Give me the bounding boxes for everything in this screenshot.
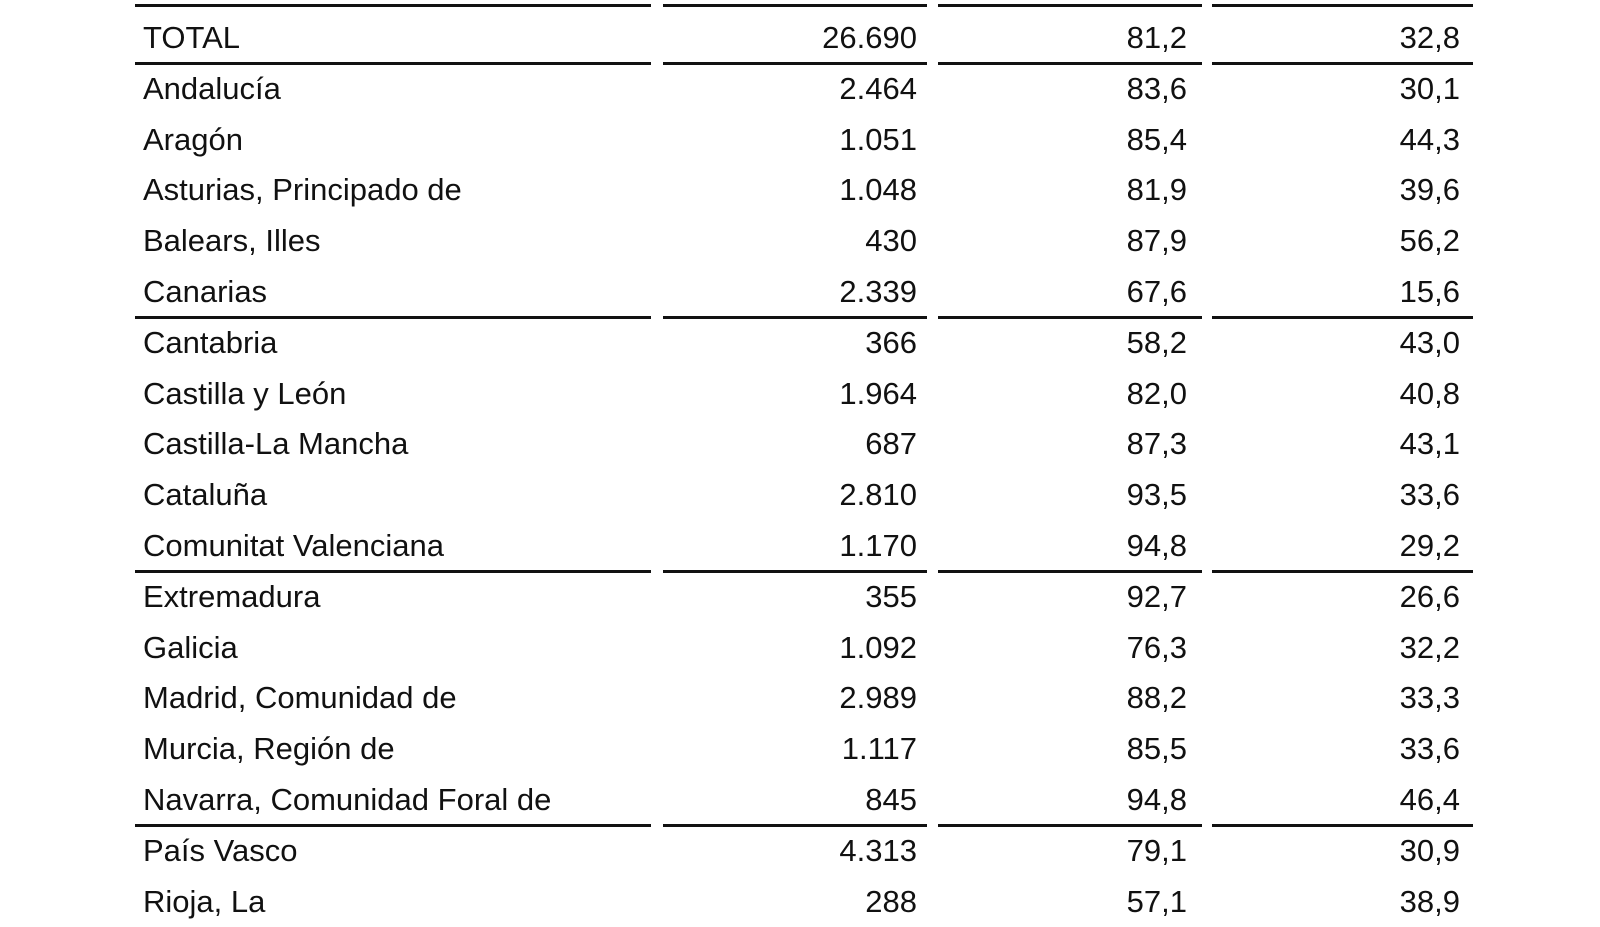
region-cell: Aragón [143,121,243,157]
value-col2-cell: 57,1 [1126,883,1187,919]
region-cell: Cataluña [143,477,268,513]
value-col3-cell: 40,8 [1399,375,1460,411]
value-col2-cell: 87,9 [1126,223,1187,259]
value-col1-cell: 26.690 [822,20,917,55]
value-col2-cell: 82,0 [1126,375,1187,411]
value-col1-cell: 1.117 [841,731,917,767]
table-row [0,419,1600,469]
table-row [0,826,1600,876]
value-col1-cell: 1.048 [839,172,917,208]
region-cell: Galicia [143,629,238,665]
region-cell: Extremadura [143,578,321,614]
header-rule [135,4,651,7]
value-col1-cell: 288 [865,883,917,919]
header-rule [1212,4,1473,7]
table-row [0,877,1600,927]
region-cell: Cantabria [143,324,278,360]
value-col3-cell: 33,6 [1399,731,1460,767]
value-col3-cell: 56,2 [1399,223,1460,259]
value-col1-cell: 1.964 [839,375,917,411]
table-row [0,673,1600,723]
value-col1-cell: 355 [865,578,917,614]
table-row [0,775,1600,825]
value-col3-cell: 30,1 [1399,70,1460,106]
value-col1-cell: 4.313 [839,832,917,868]
value-col1-cell: 2.464 [839,70,917,106]
value-col1-cell: 1.170 [839,528,917,563]
region-cell: Balears, Illes [143,223,321,259]
value-col2-cell: 58,2 [1126,324,1187,360]
table-total-row [0,13,1600,63]
value-col2-cell: 94,8 [1126,528,1187,563]
header-rule [663,4,927,7]
table-row [0,623,1600,673]
value-col2-cell: 79,1 [1126,832,1187,868]
value-col3-cell: 44,3 [1399,121,1460,157]
table-row [0,64,1600,114]
value-col3-cell: 43,0 [1399,324,1460,360]
value-col2-cell: 93,5 [1126,477,1187,513]
value-col1-cell: 1.051 [839,121,917,157]
table-row [0,369,1600,419]
table-row [0,216,1600,266]
region-cell: Rioja, La [143,883,266,919]
value-col3-cell: 38,9 [1399,883,1460,919]
region-cell: Navarra, Comunidad Foral de [143,782,552,817]
value-col3-cell: 32,2 [1399,629,1460,665]
value-col3-cell: 43,1 [1399,426,1460,462]
table-row [0,521,1600,571]
table-row [0,115,1600,165]
region-cell: País Vasco [143,832,298,868]
table-row [0,165,1600,215]
value-col2-cell: 81,9 [1126,172,1187,208]
value-col1-cell: 1.092 [839,629,917,665]
table-row [0,724,1600,774]
value-col2-cell: 94,8 [1126,782,1187,817]
value-col2-cell: 76,3 [1126,629,1187,665]
value-col3-cell: 29,2 [1399,528,1460,563]
region-cell: Castilla-La Mancha [143,426,409,462]
table-row [0,267,1600,317]
table-row [0,572,1600,622]
value-col2-cell: 87,3 [1126,426,1187,462]
value-col1-cell: 366 [865,324,917,360]
value-col1-cell: 687 [865,426,917,462]
value-col3-cell: 39,6 [1399,172,1460,208]
value-col3-cell: 26,6 [1399,578,1460,614]
value-col1-cell: 2.989 [839,680,917,716]
value-col2-cell: 85,5 [1126,731,1187,767]
region-cell: Andalucía [143,70,281,106]
region-cell: Canarias [143,274,268,309]
value-col1-cell: 845 [865,782,917,817]
value-col2-cell: 88,2 [1126,680,1187,716]
value-col3-cell: 32,8 [1399,20,1460,55]
header-rule [938,4,1202,7]
region-cell: Asturias, Principado de [143,172,462,208]
region-cell: Murcia, Región de [143,731,395,767]
value-col3-cell: 30,9 [1399,832,1460,868]
region-cell: TOTAL [143,20,241,55]
region-cell: Comunitat Valenciana [143,528,444,563]
value-col3-cell: 15,6 [1399,274,1460,309]
value-col2-cell: 81,2 [1126,20,1187,55]
value-col1-cell: 430 [865,223,917,259]
value-col2-cell: 83,6 [1126,70,1187,106]
value-col2-cell: 67,6 [1126,274,1187,309]
table-row [0,470,1600,520]
value-col3-cell: 33,3 [1399,680,1460,716]
value-col2-cell: 92,7 [1126,578,1187,614]
region-cell: Castilla y León [143,375,347,411]
value-col3-cell: 46,4 [1399,782,1460,817]
table-row [0,318,1600,368]
value-col2-cell: 85,4 [1126,121,1187,157]
region-cell: Madrid, Comunidad de [143,680,457,716]
value-col1-cell: 2.810 [839,477,917,513]
value-col1-cell: 2.339 [839,274,917,309]
value-col3-cell: 33,6 [1399,477,1460,513]
